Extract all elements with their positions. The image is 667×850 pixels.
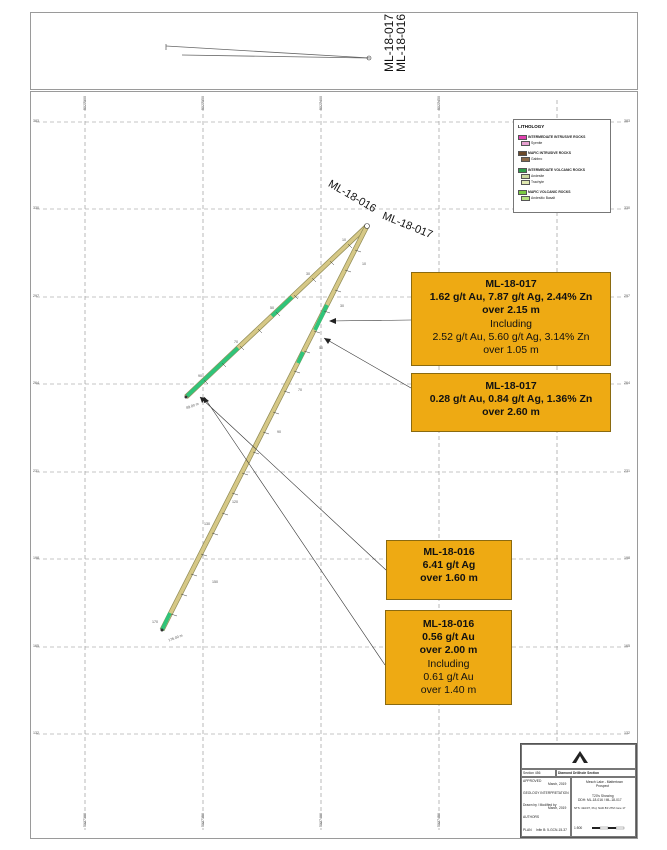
legend-swatch [518, 151, 527, 156]
scale-bar-icon [592, 826, 626, 830]
legend-swatch [521, 196, 530, 201]
easting-tick-top: 5327400 [319, 96, 323, 110]
callout-line: over 2.00 m [419, 644, 478, 657]
legend-item: Andesite [531, 174, 545, 178]
callout-title: ML-18-016 [422, 618, 475, 630]
tb-date: March, 2019 [548, 806, 567, 810]
title-block [520, 743, 637, 838]
plan-label-016: ML-18-016 [394, 13, 409, 73]
elev-tick-right: 198 [624, 556, 630, 560]
elev-tick-right: 330 [624, 206, 630, 210]
assay-callout-017-lower [411, 373, 611, 432]
title-block-right [571, 777, 636, 837]
easting-tick-bottom: 5327450 [437, 813, 441, 827]
elev-tick-right: 231 [624, 469, 630, 473]
legend-title: LITHOLOGY [518, 124, 545, 129]
elev-tick-left: 330 [33, 206, 39, 210]
depth-label-017: 30 [340, 304, 344, 308]
hole-016-mineral-zone-b [272, 297, 292, 316]
arrowhead-4 [204, 397, 209, 403]
depth-label-016: 90 [198, 374, 202, 378]
hole-017-mineral-zone-a [315, 305, 327, 330]
callout-line: 0.61 g/t Au [423, 670, 474, 683]
leader-callout-2 [324, 338, 411, 388]
elev-tick-left: 297 [33, 294, 39, 298]
company-logo-icon [570, 749, 590, 765]
elev-tick-right: 383 [624, 119, 630, 123]
tb-nts: NTS: 42A/07, Proj: NAD 83 UTM zone 17 [574, 806, 626, 810]
elev-tick-left: 132 [33, 731, 39, 735]
easting-tick-bottom: 5327300 [83, 813, 87, 827]
elev-tick-left: 231 [33, 469, 39, 473]
leader-callout-4 [204, 397, 385, 665]
depth-label-017: 70 [298, 388, 302, 392]
callout-line: over 1.05 m [483, 344, 539, 357]
legend-item: Andesitic Basalt [531, 196, 556, 200]
legend-swatch [521, 180, 530, 185]
elev-tick-left: 198 [33, 556, 39, 560]
legend-heading: INTERMEDIATE INTRUSIVE ROCKS [528, 135, 586, 139]
callout-line: over 2.60 m [482, 406, 540, 419]
elev-tick-right: 165 [624, 644, 630, 648]
callout-title: ML-18-017 [485, 278, 537, 290]
elev-tick-right: 132 [624, 731, 630, 735]
assay-callout-017-upper [411, 272, 611, 366]
assay-callout-016-upper [386, 540, 512, 600]
arrowhead-1 [329, 318, 336, 324]
hole-016-mineral-zone-a [187, 348, 238, 396]
elev-tick-left: 165 [33, 644, 39, 648]
depth-label-017: 50 [319, 346, 323, 350]
callout-title: ML-18-016 [423, 546, 475, 558]
tb-row: Drawn by / Modified by [523, 803, 557, 807]
elev-tick-left: 383 [33, 119, 39, 123]
callout-line: 0.28 g/t Au, 0.84 g/t Ag, 1.36% Zn [429, 393, 593, 406]
eoh-marker-017 [161, 629, 164, 632]
depth-label-016: 10 [342, 238, 346, 242]
depth-label-017: 130 [204, 522, 210, 526]
callout-line: over 1.60 m [420, 572, 478, 585]
callout-line: Including [427, 657, 470, 670]
legend-swatch [521, 141, 530, 146]
legend-swatch [518, 168, 527, 173]
elev-tick-left: 264 [33, 381, 39, 385]
collar-marker [365, 224, 370, 229]
callout-line: 6.41 g/t Ag [422, 559, 476, 572]
legend-item: Trachyte [531, 180, 545, 184]
legend-swatch [521, 157, 530, 162]
tb-showing: T20's Showing [592, 794, 614, 798]
callout-title: ML-18-017 [485, 380, 537, 392]
legend-swatch [518, 135, 527, 140]
depth-label-016: 30 [306, 272, 310, 276]
legend-item: Syenite [531, 141, 543, 145]
depth-label-017: 90 [277, 430, 281, 434]
easting-tick-bottom: 5327350 [201, 813, 205, 827]
legend-swatch [521, 174, 530, 179]
callout-line: 0.56 g/t Au [422, 631, 475, 644]
section-number: Section 456 [521, 769, 556, 777]
callout-line: Including [489, 317, 533, 330]
easting-tick-bottom: 5327400 [319, 813, 323, 827]
elev-tick-right: 264 [624, 381, 630, 385]
callout-line: 1.62 g/t Au, 7.87 g/t Ag, 2.44% Zn [429, 291, 593, 304]
eoh-label-016: 89.00 m [185, 401, 200, 411]
plan-label-017: ML-18-017 [382, 13, 397, 73]
depth-label-017: 170 [152, 620, 158, 624]
legend-item: Gabbro [531, 157, 543, 161]
hole-017-core [162, 226, 367, 630]
tb-row: GEOLOGY INTERPRETATION [523, 791, 569, 795]
arrowhead-2 [324, 338, 331, 344]
legend-heading: MAFIC VOLCANIC ROCKS [528, 190, 571, 194]
tb-row: APPROVED [523, 779, 542, 783]
callout-line: over 2.15 m [482, 304, 540, 317]
section-title: Diamond Drillhole Section [556, 769, 636, 777]
eoh-label-017: 176.00 m [167, 633, 184, 643]
depth-label-017: 150 [212, 580, 218, 584]
tb-row: PLAN [523, 828, 532, 832]
section-label-016: ML-18-016 [326, 178, 379, 215]
depth-label-017: 120 [232, 500, 238, 504]
lithology-legend [513, 119, 611, 213]
legend-swatch [518, 190, 527, 195]
title-block-left [521, 777, 571, 837]
tb-plan-value: Infin B: 5-GCN-15-37 [536, 828, 567, 832]
leader-callout-1 [330, 320, 411, 321]
assay-callout-016-lower [385, 610, 512, 705]
depth-label-016: 70 [234, 340, 238, 344]
hole-017-mineral-zone-b [298, 352, 303, 363]
depth-label-017: 10 [362, 262, 366, 266]
legend-heading: INTERMEDIATE VOLCANIC ROCKS [528, 168, 586, 172]
easting-tick-top: 5327300 [83, 96, 87, 110]
title-block-logo-cell [521, 744, 636, 769]
tb-row: AUTHORS [523, 815, 540, 819]
depth-label-016: 50 [270, 306, 274, 310]
elev-tick-right: 297 [624, 294, 630, 298]
easting-tick-top: 5327350 [201, 96, 205, 110]
eoh-marker-016 [185, 396, 188, 399]
tb-date: March, 2019 [548, 782, 567, 786]
easting-tick-top: 5327450 [437, 96, 441, 110]
callout-line: 2.52 g/t Au, 5.60 g/t Ag, 3.14% Zn [432, 330, 590, 343]
legend-heading: MAFIC INTRUSIVE ROCKS [528, 151, 571, 155]
tb-project: Mesch Lake - Mattertown [586, 780, 624, 784]
tb-scale: 1:500 [574, 826, 583, 830]
leader-callout-3 [200, 397, 386, 570]
tb-project: Prospect [596, 784, 610, 788]
tb-ddh: DDH: ML-18-016 / ML-18-017 [578, 798, 622, 802]
callout-line: over 1.40 m [420, 684, 477, 697]
section-label-017: ML-18-017 [380, 210, 435, 242]
